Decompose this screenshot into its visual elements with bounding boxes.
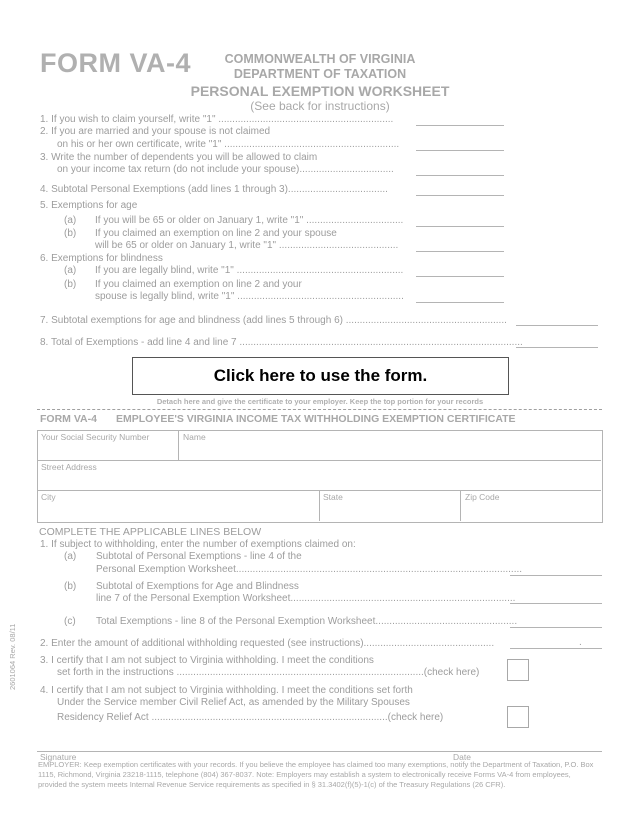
cert-1b-blank[interactable]	[510, 603, 602, 604]
line-8-blank[interactable]	[516, 347, 598, 348]
worksheet-line-6b1: If you claimed an exemption on line 2 and your	[95, 279, 302, 290]
employer-notice: EMPLOYER: Keep exemption certificates with your records. If you believe the employee has claimed too many exemptions, notify the Department of Taxation, P.O. Box 1115, Richmond, Virginia 23218-1115, telephone (804) 367-8037. Note: Employers may establish a system to electronically receive Forms VA-4 from employees, provided the system meets Internal Revenue Service requirements as specified in § 31.3402(f)(5)-1(c) of the Treasury Regulations (26 CFR).	[38, 760, 594, 789]
worksheet-line-2b: on his or her own certificate, write "1" ...............................................................	[57, 139, 400, 150]
cert-line-1a2: Personal Exemption Worksheet.......................................................................................................	[96, 564, 523, 575]
line-6b-letter: (b)	[64, 279, 77, 290]
form-title: FORM VA-4	[40, 48, 191, 78]
header-department: DEPARTMENT OF TAXATION	[233, 67, 407, 81]
worksheet-line-1: 1. If you wish to claim yourself, write "1" ...............................................................	[40, 114, 394, 125]
line-1-blank[interactable]	[416, 125, 504, 126]
cert-line-1b2: line 7 of the Personal Exemption Worksheet.................................................................................	[96, 593, 516, 604]
cert-line-2: 2. Enter the amount of additional withholding requested (see instructions)...............................................	[40, 638, 495, 649]
cert-line-4a: 4. I certify that I am not subject to Virginia withholding. I meet the conditions set forth	[40, 685, 413, 696]
date-label: Date	[453, 752, 471, 762]
line-6a-blank[interactable]	[416, 276, 504, 277]
line-4-checkbox[interactable]	[507, 706, 529, 728]
name-label: Name	[183, 432, 206, 442]
line-5a-letter: (a)	[64, 215, 77, 226]
cert-line-1c: Total Exemptions - line 8 of the Personal Exemption Worksheet...................................................	[96, 616, 518, 627]
line-6a-letter: (a)	[64, 265, 77, 276]
worksheet-line-5: 5. Exemptions for age	[40, 200, 138, 211]
worksheet-line-7: 7. Subtotal exemptions for age and blindness (add lines 5 through 6) ..........................................................	[40, 315, 507, 326]
detach-line	[37, 409, 602, 410]
worksheet-line-5a: If you will be 65 or older on January 1, write "1" ...................................	[95, 215, 404, 226]
cert-1a-letter: (a)	[64, 551, 77, 562]
line-5a-blank[interactable]	[416, 226, 504, 227]
complete-heading: COMPLETE THE APPLICABLE LINES BELOW	[39, 526, 262, 538]
worksheet-line-6: 6. Exemptions for blindness	[40, 253, 163, 264]
worksheet-line-2a: 2. If you are married and your spouse is not claimed	[40, 126, 271, 137]
worksheet-line-3b: on your income tax return (do not include your spouse)..................................	[57, 164, 394, 175]
city-label: City	[41, 492, 56, 502]
state-label: State	[323, 492, 343, 502]
form-revision-code: 2601064 Rev. 08/11	[8, 623, 17, 690]
worksheet-title: PERSONAL EXEMPTION WORKSHEET	[190, 83, 450, 99]
line-6b-blank[interactable]	[416, 302, 504, 303]
line-3-blank[interactable]	[416, 175, 504, 176]
cert-2-decimal: .	[579, 637, 582, 648]
worksheet-line-4: 4. Subtotal Personal Exemptions (add lines 1 through 3)....................................	[40, 184, 388, 195]
additional-withholding-blank[interactable]	[510, 648, 602, 649]
use-form-button[interactable]: Click here to use the form.	[132, 357, 509, 395]
line-4-blank[interactable]	[416, 195, 504, 196]
worksheet-line-5b2: will be 65 or older on January 1, write "1" ...........................................	[95, 240, 399, 251]
line-2-blank[interactable]	[416, 150, 504, 151]
street-address-field[interactable]	[37, 460, 601, 491]
certificate-form-label: FORM VA-4	[40, 413, 97, 425]
detach-instruction: Detach here and give the certificate to your employer. Keep the top portion for your records	[156, 397, 484, 406]
worksheet-line-5b1: If you claimed an exemption on line 2 and your spouse	[95, 228, 337, 239]
ssn-label: Your Social Security Number	[41, 432, 150, 442]
cert-line-3a: 3. I certify that I am not subject to Virginia withholding. I meet the conditions	[40, 655, 374, 666]
worksheet-line-3a: 3. Write the number of dependents you will be allowed to claim	[40, 152, 318, 163]
signature-line[interactable]	[37, 751, 602, 752]
cert-1a-blank[interactable]	[510, 575, 602, 576]
name-field[interactable]	[178, 430, 601, 461]
cert-line-1b1: Subtotal of Exemptions for Age and Blindness	[96, 581, 299, 592]
cert-line-4c: Residency Relief Act .....................................................................................(check here)	[57, 712, 444, 723]
cert-line-4b: Under the Service member Civil Relief Act, as amended by the Military Spouses	[57, 697, 410, 708]
worksheet-line-6b2: spouse is legally blind, write "1" ............................................................	[95, 291, 404, 302]
certificate-title: EMPLOYEE'S VIRGINIA INCOME TAX WITHHOLDING EXEMPTION CERTIFICATE	[116, 413, 516, 425]
line-5b-letter: (b)	[64, 228, 77, 239]
city-field[interactable]	[37, 490, 320, 521]
cert-1b-letter: (b)	[64, 581, 77, 592]
line-7-blank[interactable]	[516, 325, 598, 326]
header-commonwealth: COMMONWEALTH OF VIRGINIA	[224, 52, 416, 66]
cert-line-1a1: Subtotal of Personal Exemptions - line 4 of the	[96, 551, 302, 562]
cert-1c-letter: (c)	[64, 616, 76, 627]
line-3-checkbox[interactable]	[507, 659, 529, 681]
zip-code-label: Zip Code	[465, 492, 500, 502]
cert-line-3b: set forth in the instructions .........................................................................................(check here)	[57, 667, 480, 678]
line-5b-blank[interactable]	[416, 251, 504, 252]
signature-label: Signature	[40, 752, 77, 762]
worksheet-line-6a: If you are legally blind, write "1" ............................................................	[95, 265, 404, 276]
cert-1c-blank[interactable]	[510, 627, 602, 628]
worksheet-line-8: 8. Total of Exemptions - add line 4 and line 7 ......................................................................................................	[40, 337, 523, 348]
cert-line-1: 1. If subject to withholding, enter the number of exemptions claimed on:	[40, 539, 356, 550]
instructions-note: (See back for instructions)	[250, 99, 390, 113]
street-address-label: Street Address	[41, 462, 97, 472]
